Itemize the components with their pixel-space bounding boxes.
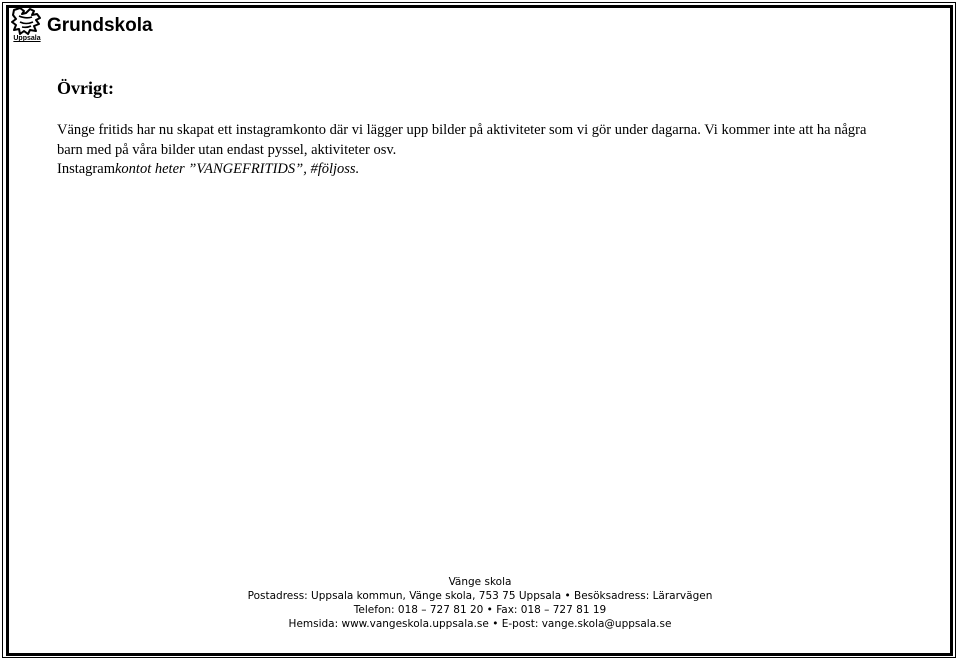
paragraph-line-1: Vänge fritids har nu skapat ett instagramkonto där vi lägger upp bilder på aktiviteter som vi gör under dagarna. Vi kommer inte att ha några bbox=[57, 122, 867, 138]
footer-phone: Telefon: 018 – 727 81 20 • Fax: 018 – 727 81 19 bbox=[353, 604, 607, 616]
instagram-prefix: Instagram bbox=[57, 161, 115, 177]
page-title: Grundskola bbox=[47, 15, 153, 36]
footer-address: Postadress: Uppsala kommun, Vänge skola, 753 75 Uppsala • Besöksadress: Lärarvägen bbox=[247, 590, 713, 602]
header bbox=[10, 7, 940, 49]
logo-text: Uppsala bbox=[13, 35, 41, 42]
paragraph-line-3 bbox=[57, 160, 897, 180]
section-heading: Övrigt: bbox=[57, 78, 114, 98]
instagram-account-text: kontot heter ”VANGEFRITIDS”, #följoss. bbox=[114, 161, 360, 177]
footer bbox=[0, 575, 960, 631]
footer-school-name: Vänge skola bbox=[448, 576, 512, 588]
body-text bbox=[57, 121, 897, 180]
paragraph-line-2: barn med på våra bilder utan endast pyssel, aktiviteter osv. bbox=[57, 141, 397, 158]
footer-web: Hemsida: www.vangeskola.uppsala.se • E-post: vange.skola@uppsala.se bbox=[288, 618, 672, 630]
page-border-inner bbox=[6, 5, 953, 656]
